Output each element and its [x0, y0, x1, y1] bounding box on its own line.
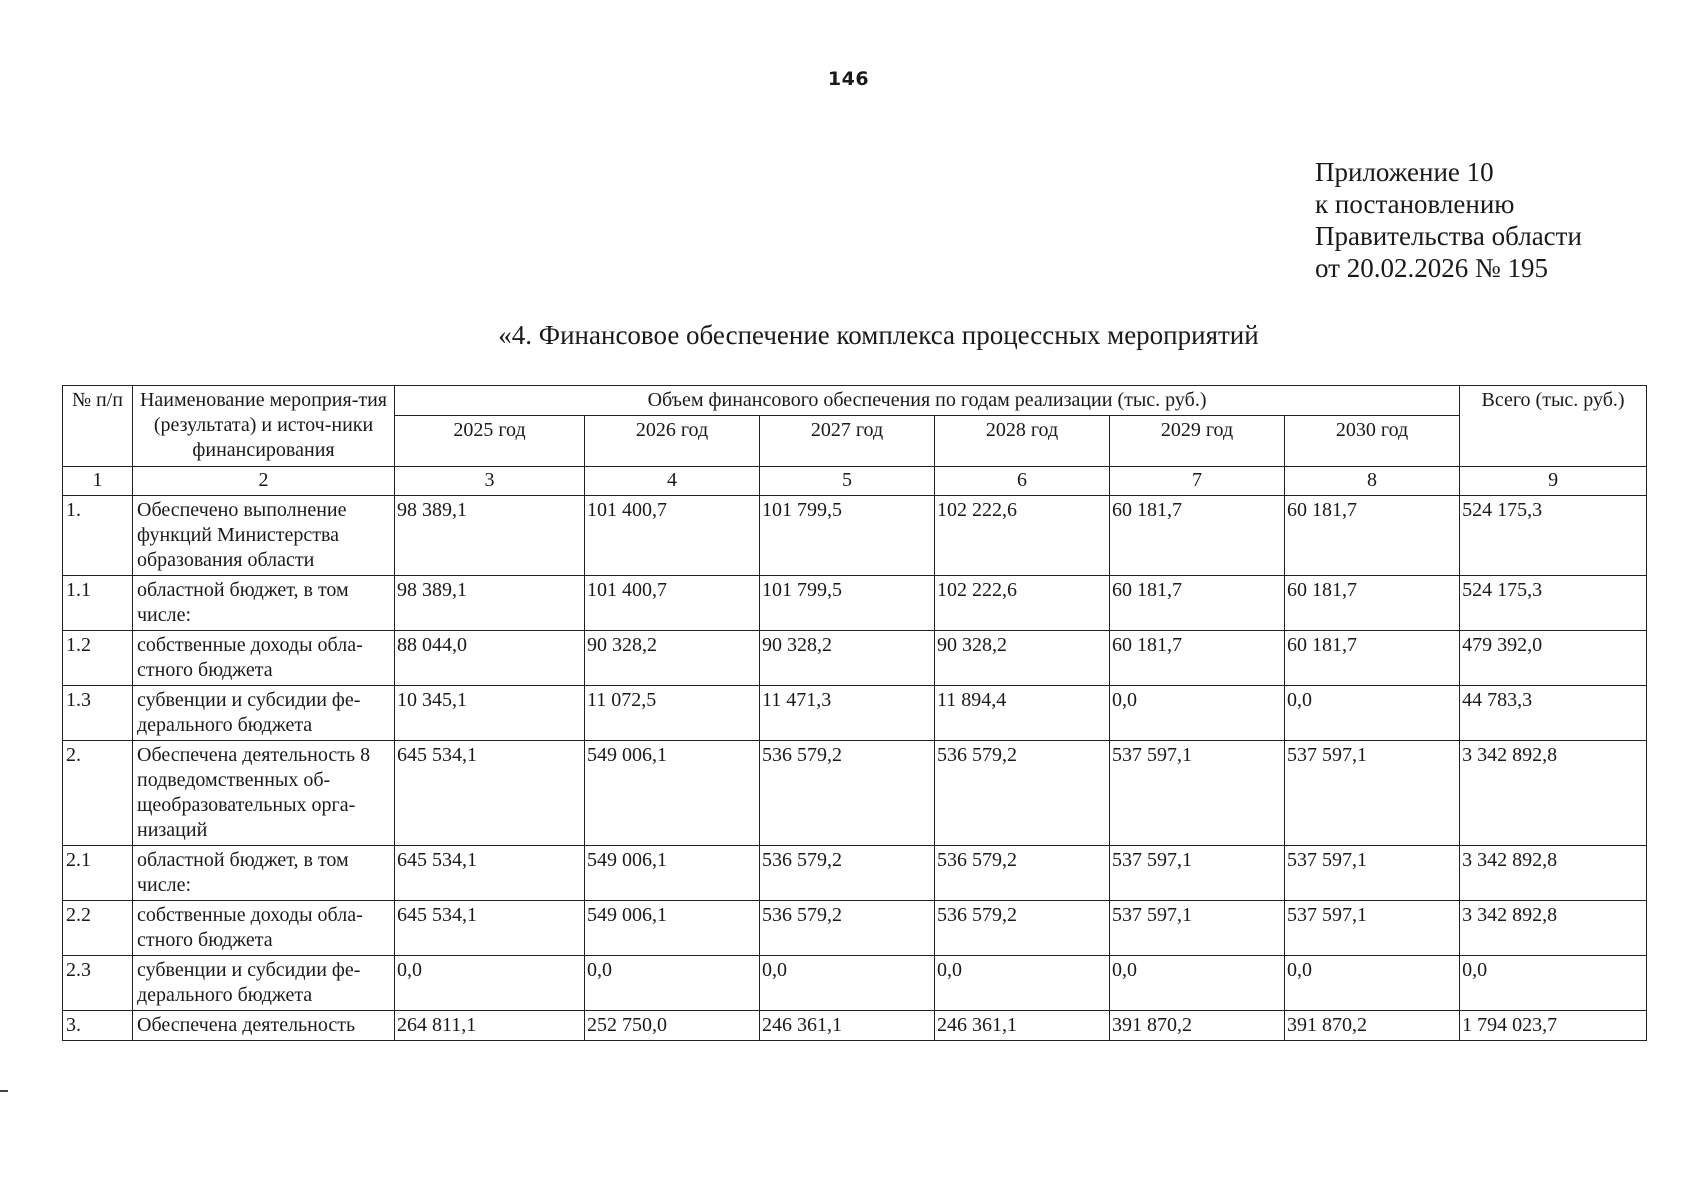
column-number: 7 [1110, 467, 1285, 496]
appendix-line: Правительства области [1315, 221, 1582, 251]
appendix-block [1315, 156, 1582, 284]
appendix-line: к постановлению [1315, 189, 1515, 219]
row-name: Обеспечено выполнение функций Министерства образования области [133, 496, 395, 576]
cell-total: 479 392,0 [1460, 631, 1647, 686]
cell-2025: 645 534,1 [395, 901, 585, 956]
cell-total: 0,0 [1460, 956, 1647, 1011]
table-row [63, 846, 1647, 901]
table-row [63, 1011, 1647, 1041]
row-name: Обеспечена деятельность [133, 1011, 395, 1041]
document-title: «4. Финансовое обеспечение комплекса процессных мероприятий [498, 320, 1259, 350]
header-row [63, 386, 1647, 416]
table-row [63, 576, 1647, 631]
cell-2027: 536 579,2 [760, 901, 935, 956]
cell-2028: 536 579,2 [935, 846, 1110, 901]
cell-2027: 101 799,5 [760, 496, 935, 576]
cell-2026: 0,0 [585, 956, 760, 1011]
row-num: 2.2 [63, 901, 133, 956]
cell-2029: 60 181,7 [1110, 631, 1285, 686]
table-row [63, 741, 1647, 846]
table-row [63, 956, 1647, 1011]
cell-2028: 11 894,4 [935, 686, 1110, 741]
table-row [63, 901, 1647, 956]
cell-2029: 0,0 [1110, 686, 1285, 741]
cell-2026: 101 400,7 [585, 576, 760, 631]
cell-2028: 0,0 [935, 956, 1110, 1011]
cell-2030: 537 597,1 [1285, 741, 1460, 846]
cell-2026: 549 006,1 [585, 846, 760, 901]
column-numbers-row [63, 467, 1647, 496]
cell-2029: 60 181,7 [1110, 496, 1285, 576]
cell-2025: 264 811,1 [395, 1011, 585, 1041]
cell-2030: 60 181,7 [1285, 496, 1460, 576]
column-number: 4 [585, 467, 760, 496]
cell-2029: 537 597,1 [1110, 741, 1285, 846]
row-name: областной бюджет, в том числе: [133, 576, 395, 631]
header-name: Наименование мероприя-тия (результата) и источ-ники финансирования [133, 386, 395, 467]
cell-2026: 90 328,2 [585, 631, 760, 686]
row-num: 2. [63, 741, 133, 846]
column-number: 6 [935, 467, 1110, 496]
cell-2028: 102 222,6 [935, 576, 1110, 631]
row-name: субвенции и субсидии фе-дерального бюджета [133, 956, 395, 1011]
cell-2028: 102 222,6 [935, 496, 1110, 576]
cell-2030: 537 597,1 [1285, 901, 1460, 956]
header-year: 2029 год [1110, 416, 1285, 467]
column-number: 9 [1460, 467, 1647, 496]
cell-total: 3 342 892,8 [1460, 846, 1647, 901]
cell-2029: 391 870,2 [1110, 1011, 1285, 1041]
scan-edge-mark [0, 1090, 8, 1092]
cell-2027: 0,0 [760, 956, 935, 1011]
cell-2029: 60 181,7 [1110, 576, 1285, 631]
cell-2026: 549 006,1 [585, 741, 760, 846]
cell-2025: 0,0 [395, 956, 585, 1011]
header-year: 2027 год [760, 416, 935, 467]
cell-2026: 101 400,7 [585, 496, 760, 576]
cell-2030: 60 181,7 [1285, 631, 1460, 686]
cell-total: 524 175,3 [1460, 576, 1647, 631]
row-name: субвенции и субсидии фе-дерального бюджета [133, 686, 395, 741]
column-number: 1 [63, 467, 133, 496]
cell-2029: 537 597,1 [1110, 901, 1285, 956]
cell-2025: 10 345,1 [395, 686, 585, 741]
table-row [63, 686, 1647, 741]
header-year: 2026 год [585, 416, 760, 467]
cell-2025: 645 534,1 [395, 741, 585, 846]
cell-total: 3 342 892,8 [1460, 741, 1647, 846]
header-volume: Объем финансового обеспечения по годам реализации (тыс. руб.) [395, 386, 1460, 416]
row-name: собственные доходы обла-стного бюджета [133, 631, 395, 686]
cell-2025: 98 389,1 [395, 496, 585, 576]
cell-2029: 537 597,1 [1110, 846, 1285, 901]
header-total: Всего (тыс. руб.) [1460, 386, 1647, 467]
table-row [63, 496, 1647, 576]
cell-2025: 98 389,1 [395, 576, 585, 631]
row-num: 3. [63, 1011, 133, 1041]
row-num: 1. [63, 496, 133, 576]
header-year: 2028 год [935, 416, 1110, 467]
column-number: 5 [760, 467, 935, 496]
cell-2025: 88 044,0 [395, 631, 585, 686]
cell-2030: 0,0 [1285, 956, 1460, 1011]
cell-2026: 11 072,5 [585, 686, 760, 741]
cell-2027: 536 579,2 [760, 846, 935, 901]
header-year: 2030 год [1285, 416, 1460, 467]
cell-total: 44 783,3 [1460, 686, 1647, 741]
cell-total: 1 794 023,7 [1460, 1011, 1647, 1041]
cell-2030: 60 181,7 [1285, 576, 1460, 631]
column-number: 3 [395, 467, 585, 496]
header-year: 2025 год [395, 416, 585, 467]
page-number: 146 [827, 68, 870, 90]
appendix-line: Приложение 10 [1315, 157, 1494, 187]
row-name: собственные доходы обла-стного бюджета [133, 901, 395, 956]
cell-2025: 645 534,1 [395, 846, 585, 901]
column-number: 8 [1285, 467, 1460, 496]
cell-2027: 90 328,2 [760, 631, 935, 686]
cell-2028: 536 579,2 [935, 741, 1110, 846]
cell-2028: 90 328,2 [935, 631, 1110, 686]
cell-2027: 101 799,5 [760, 576, 935, 631]
row-num: 2.3 [63, 956, 133, 1011]
cell-2028: 246 361,1 [935, 1011, 1110, 1041]
cell-2030: 0,0 [1285, 686, 1460, 741]
row-num: 1.1 [63, 576, 133, 631]
cell-2030: 391 870,2 [1285, 1011, 1460, 1041]
row-name: областной бюджет, в том числе: [133, 846, 395, 901]
column-number: 2 [133, 467, 395, 496]
row-num: 1.3 [63, 686, 133, 741]
financing-table [62, 385, 1647, 1041]
row-name: Обеспечена деятельность 8 подведомственных об-щеобразовательных орга-низаций [133, 741, 395, 846]
cell-2028: 536 579,2 [935, 901, 1110, 956]
appendix-line: от 20.02.2026 № 195 [1315, 253, 1548, 283]
cell-total: 524 175,3 [1460, 496, 1647, 576]
row-num: 1.2 [63, 631, 133, 686]
cell-2026: 549 006,1 [585, 901, 760, 956]
table-row [63, 631, 1647, 686]
cell-total: 3 342 892,8 [1460, 901, 1647, 956]
cell-2030: 537 597,1 [1285, 846, 1460, 901]
header-num: № п/п [63, 386, 133, 467]
cell-2029: 0,0 [1110, 956, 1285, 1011]
row-num: 2.1 [63, 846, 133, 901]
cell-2027: 246 361,1 [760, 1011, 935, 1041]
cell-2027: 536 579,2 [760, 741, 935, 846]
cell-2026: 252 750,0 [585, 1011, 760, 1041]
cell-2027: 11 471,3 [760, 686, 935, 741]
